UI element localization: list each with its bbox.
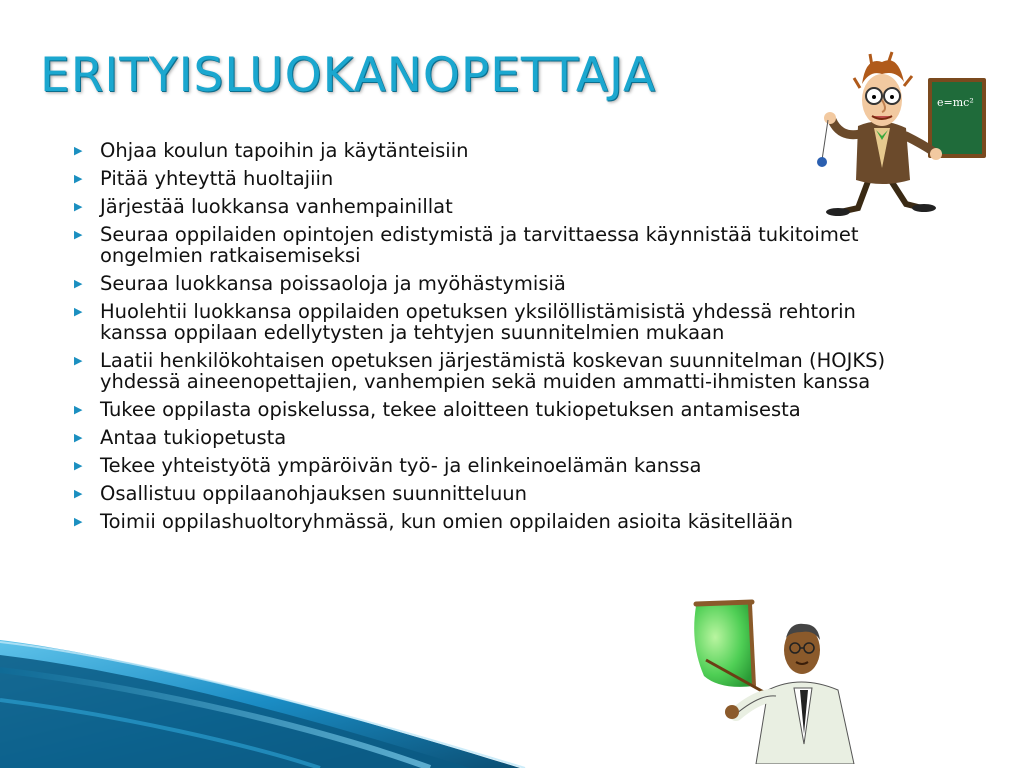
bullet-arrow-icon: ▶	[74, 277, 83, 290]
list-item	[72, 455, 912, 476]
bullet-arrow-icon: ▶	[74, 403, 83, 416]
list-item-text: Huolehtii luokkansa oppilaiden opetuksen yksilöllistämisistä yhdessä rehtorin kanssa oppilaan edellytysten ja tehtyjen suunnitelmien mukaan	[100, 300, 856, 344]
list-item	[72, 168, 912, 189]
list-item-text: Järjestää luokkansa vanhempainillat	[100, 195, 453, 218]
list-item-text: Tekee yhteistyötä ympäröivän työ- ja elinkeinoelämän kanssa	[100, 454, 702, 477]
list-item	[72, 224, 912, 266]
list-item-text: Seuraa oppilaiden opintojen edistymistä ja tarvittaessa käynnistää tukitoimet ongelmien ratkaisemiseksi	[100, 223, 859, 267]
scientist-clipart	[810, 48, 990, 218]
list-item-text: Tukee oppilasta opiskelussa, tekee aloitteen tukiopetuksen antamisesta	[100, 398, 801, 421]
bullet-arrow-icon: ▶	[74, 354, 83, 367]
list-item	[72, 427, 912, 448]
bullet-arrow-icon: ▶	[74, 487, 83, 500]
bullet-list	[72, 140, 912, 539]
list-item	[72, 196, 912, 217]
list-item	[72, 350, 912, 392]
list-item	[72, 511, 912, 532]
bullet-arrow-icon: ▶	[74, 431, 83, 444]
list-item-text: Pitää yhteyttä huoltajiin	[100, 167, 334, 190]
bullet-arrow-icon: ▶	[74, 172, 83, 185]
list-item	[72, 273, 912, 294]
bullet-arrow-icon: ▶	[74, 515, 83, 528]
bullet-arrow-icon: ▶	[74, 459, 83, 472]
list-item	[72, 140, 912, 161]
slide-title: ERITYISLUOKANOPETTAJA	[40, 48, 657, 103]
bullet-arrow-icon: ▶	[74, 305, 83, 318]
teacher-clipart	[690, 594, 870, 764]
bullet-arrow-icon: ▶	[74, 144, 83, 157]
list-item	[72, 483, 912, 504]
list-item-text: Ohjaa koulun tapoihin ja käytänteisiin	[100, 139, 469, 162]
list-item-text: Antaa tukiopetusta	[100, 426, 287, 449]
list-item-text: Toimii oppilashuoltoryhmässä, kun omien oppilaiden asioita käsitellään	[100, 510, 793, 533]
list-item-text: Seuraa luokkansa poissaoloja ja myöhästymisiä	[100, 272, 566, 295]
list-item	[72, 399, 912, 420]
blackboard-formula: e=mc²	[937, 96, 974, 109]
list-item-text: Osallistuu oppilaanohjauksen suunnitteluun	[100, 482, 528, 505]
bullet-arrow-icon: ▶	[74, 228, 83, 241]
bullet-arrow-icon: ▶	[74, 200, 83, 213]
list-item	[72, 301, 912, 343]
list-item-text: Laatii henkilökohtaisen opetuksen järjestämistä koskevan suunnitelman (HOJKS) yhdessä aineenopettajien, vanhempien sekä muiden ammatti-ihmisten kanssa	[100, 349, 886, 393]
